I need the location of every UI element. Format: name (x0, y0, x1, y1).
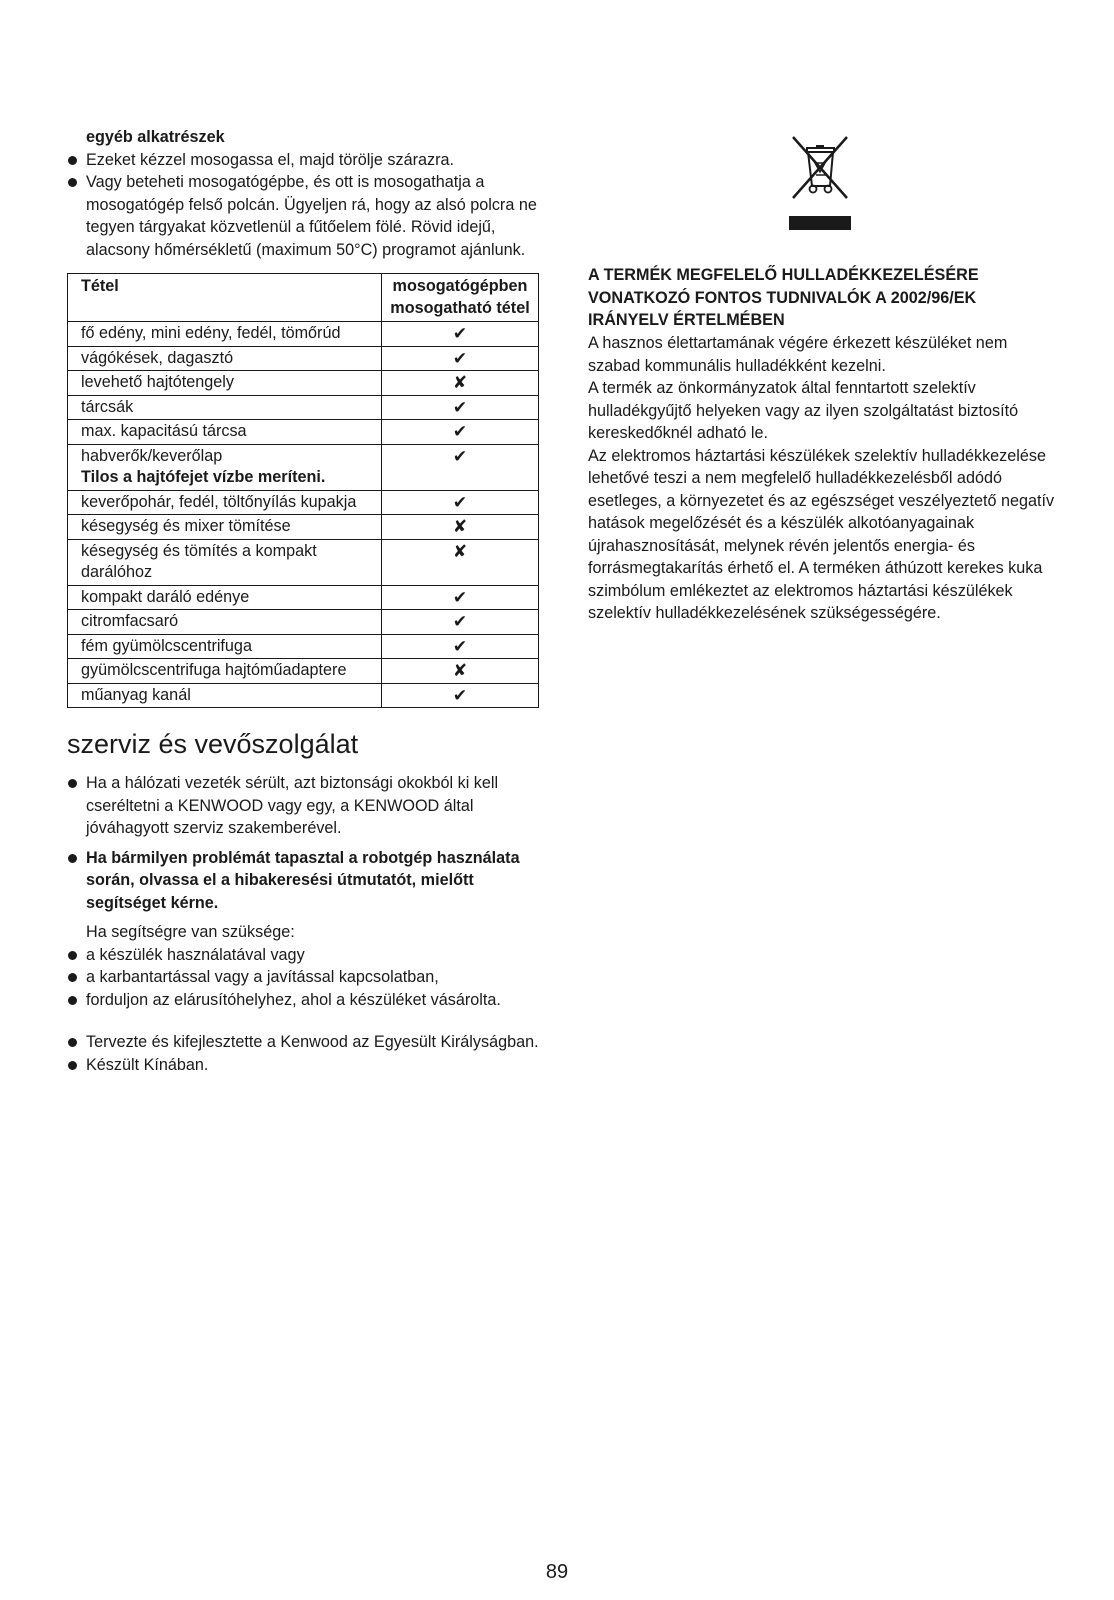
row-item: citromfacsaró (68, 610, 382, 635)
row-mark: ✘ (382, 515, 539, 540)
table-row (68, 610, 539, 635)
row-item: tárcsák (68, 395, 382, 420)
list-item: forduljon az elárusítóhelyhez, ahol a készüléket vásárolta. (67, 989, 539, 1012)
row-item: fő edény, mini edény, fedél, tömőrúd (68, 322, 382, 347)
list-item: Ha a hálózati vezeték sérült, azt biztonsági okokból ki kell cseréltetni a KENWOOD vagy egy, a KENWOOD által jóváhagyott szerviz szakemberével. (67, 772, 539, 840)
list-item: Tervezte és kifejlesztette a Kenwood az Egyesült Királyságban. (67, 1031, 539, 1054)
other-parts-subtitle: egyéb alkatrészek (86, 128, 225, 146)
table-row (68, 444, 539, 490)
service-bold-list (67, 847, 539, 915)
list-item: Ezeket kézzel mosogassa el, majd törölje szárazra. (67, 149, 539, 172)
table-row (68, 585, 539, 610)
table-header-row (68, 274, 539, 322)
list-item: Ha bármilyen problémát tapasztal a robotgép használata során, olvassa el a hibakeresési útmutatót, mielőtt segítséget kérne. (67, 847, 539, 915)
crossed-out-wheelie-bin-icon (787, 134, 853, 232)
table-row (68, 634, 539, 659)
row-item: késegység és tömítés a kompakt darálóhoz (68, 539, 382, 585)
row-item: vágókések, dagasztó (68, 346, 382, 371)
weee-title: A TERMÉK MEGFELELŐ HULLADÉKKEZELÉSÉRE VONATKOZÓ FONTOS TUDNIVALÓK A 2002/96/EK IRÁNYELV ÉRTELMÉBEN (588, 266, 979, 329)
row-mark: ✔ (382, 585, 539, 610)
row-mark: ✔ (382, 444, 539, 490)
help-intro: Ha segítségre van szüksége: (86, 923, 295, 941)
row-item: fém gyümölcscentrifuga (68, 634, 382, 659)
service-bullet-list (67, 772, 539, 840)
table-row (68, 490, 539, 515)
row-mark: ✔ (382, 322, 539, 347)
origin-list (67, 1031, 539, 1076)
header-item: Tétel (68, 274, 382, 322)
table-row (68, 395, 539, 420)
table-row (68, 346, 539, 371)
header-dishwasher-safe: mosogatógépben mosogatható tétel (382, 274, 539, 322)
spacer (67, 914, 539, 921)
row-item: műanyag kanál (68, 683, 382, 708)
list-item: a készülék használatával vagy (67, 944, 539, 967)
row-mark: ✔ (382, 490, 539, 515)
table-row (68, 420, 539, 445)
table-row (68, 322, 539, 347)
left-column (67, 126, 539, 1076)
row-item: gyümölcscentrifuga hajtóműadaptere (68, 659, 382, 684)
service-heading: szerviz és vevőszolgálat (67, 729, 359, 759)
row-warning-note: Tilos a hajtófejet vízbe meríteni. (81, 468, 326, 486)
row-mark: ✘ (382, 539, 539, 585)
table-row (68, 371, 539, 396)
row-item: kompakt daráló edénye (68, 585, 382, 610)
row-item: habverők/keverőlap (81, 446, 223, 465)
table-row (68, 515, 539, 540)
table-row (68, 683, 539, 708)
weee-paragraph: Az elektromos háztartási készülékek szelektív hulladékkezelése lehetővé teszi a nem megfelelő hulladékkezelésből adódó esetleges, a környezetet és az egészséget veszélyeztető negatív hatások megelőzését és a készülék alkotóanyagainak újrahasznosítását, melynek révén jelentős energia- és forrásmegtakarítás érhető el. A terméken áthúzott kerekes kuka szimbólum emlékeztet az elektromos háztartási készülékek szelektív hulladékkezelésének szükségességére. (588, 446, 1055, 622)
row-mark: ✔ (382, 683, 539, 708)
row-item: késegység és mixer tömítése (68, 515, 382, 540)
row-item: levehető hajtótengely (68, 371, 382, 396)
row-mark: ✔ (382, 346, 539, 371)
weee-paragraph: A termék az önkormányzatok által fenntartott szelektív hulladékgyűjtő helyeken vagy az ilyen szolgáltatást biztosító kereskedőknél adható le. (588, 379, 1019, 442)
spacer (67, 1011, 539, 1031)
row-mark: ✔ (382, 634, 539, 659)
weee-paragraph: A hasznos élettartamának végére érkezett készüléket nem szabad kommunális hulladékként kezelni. (588, 334, 1008, 375)
row-item-with-note (68, 444, 382, 490)
table-row (68, 659, 539, 684)
list-item: Készült Kínában. (67, 1054, 539, 1077)
help-list (67, 944, 539, 1012)
weee-body (588, 332, 1058, 625)
dishwasher-table (67, 273, 539, 708)
spacer (67, 840, 539, 847)
care-bullet-list (67, 149, 539, 262)
page-number: 89 (545, 1561, 569, 1583)
list-item: Vagy beteheti mosogatógépbe, és ott is mosogathatja a mosogatógép felső polcán. Ügyeljen rá, hogy az alsó polcra ne tegyen tárgyakat közvetlenül a fűtőelem fölé. Rövid idejű, alacsony hőmérsékletű (maximum 50°C) programot ajánlunk. (67, 171, 539, 261)
table-row (68, 539, 539, 585)
row-mark: ✔ (382, 395, 539, 420)
row-mark: ✘ (382, 659, 539, 684)
row-item: keverőpohár, fedél, töltőnyílás kupakja (68, 490, 382, 515)
row-mark: ✘ (382, 371, 539, 396)
row-item: max. kapacitású tárcsa (68, 420, 382, 445)
list-item: a karbantartással vagy a javítással kapcsolatban, (67, 966, 539, 989)
row-mark: ✔ (382, 420, 539, 445)
row-mark: ✔ (382, 610, 539, 635)
